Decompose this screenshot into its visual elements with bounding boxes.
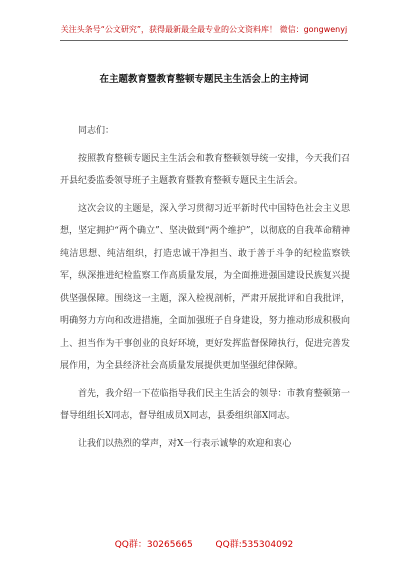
paragraph: 按照教育整顿专题民主生活会和教育整顿领导统一安排，今天我们召开县纪委监委领导班子主题教育暨教育整顿专题民主生活会。	[60, 153, 350, 186]
document-title: 在主题教育暨教育整顿专题民主生活会上的主持词	[99, 74, 309, 85]
paragraph: 让我们以热烈的掌声，对X一行表示诚挚的欢迎和衷心	[78, 438, 292, 449]
paragraph: 首先，我介绍一下莅临指导我们民主生活会的领导：市教育整顿第一督导组组长X同志，督导组成员X同志，县委组织部X同志。	[60, 388, 350, 421]
qq-group-1: QQ群：30265665	[114, 540, 193, 550]
greeting: 同志们：	[78, 126, 115, 136]
qq-group-2: QQ群:535304092	[215, 540, 294, 550]
paragraph: 这次会议的主题是，深入学习贯彻习近平新时代中国特色社会主义思想，坚定拥护“两个确立”、坚决做到“两个维护”，以彻底的自我革命精神纯洁思想、纯洁组织，打造忠诚干净担当、敢于善于斗争的纪检监察铁军，纵深推进纪检监察工作高质量发展，为全面推进强国建设民族复兴提供坚强保障。围绕这一主题，深入检视剖析，严肃开展批评和自我批评，明确努力方向和改进措施，全面加强班子自身建设，努力推动形成积极向上、担当作为干事创业的良好环境，更好发挥监督保障执行，促进完善发展作用，为全县经济社会高质量发展提供更加坚强纪律保障。	[60, 203, 350, 371]
footer-qq-groups	[0, 537, 408, 550]
header-promo-note: 关注头条号“公文研究”，获得最新最全最专业的公文资料库！ 微信：gongwenyj	[60, 25, 348, 34]
document-body	[60, 120, 350, 455]
header-divider	[60, 40, 348, 41]
